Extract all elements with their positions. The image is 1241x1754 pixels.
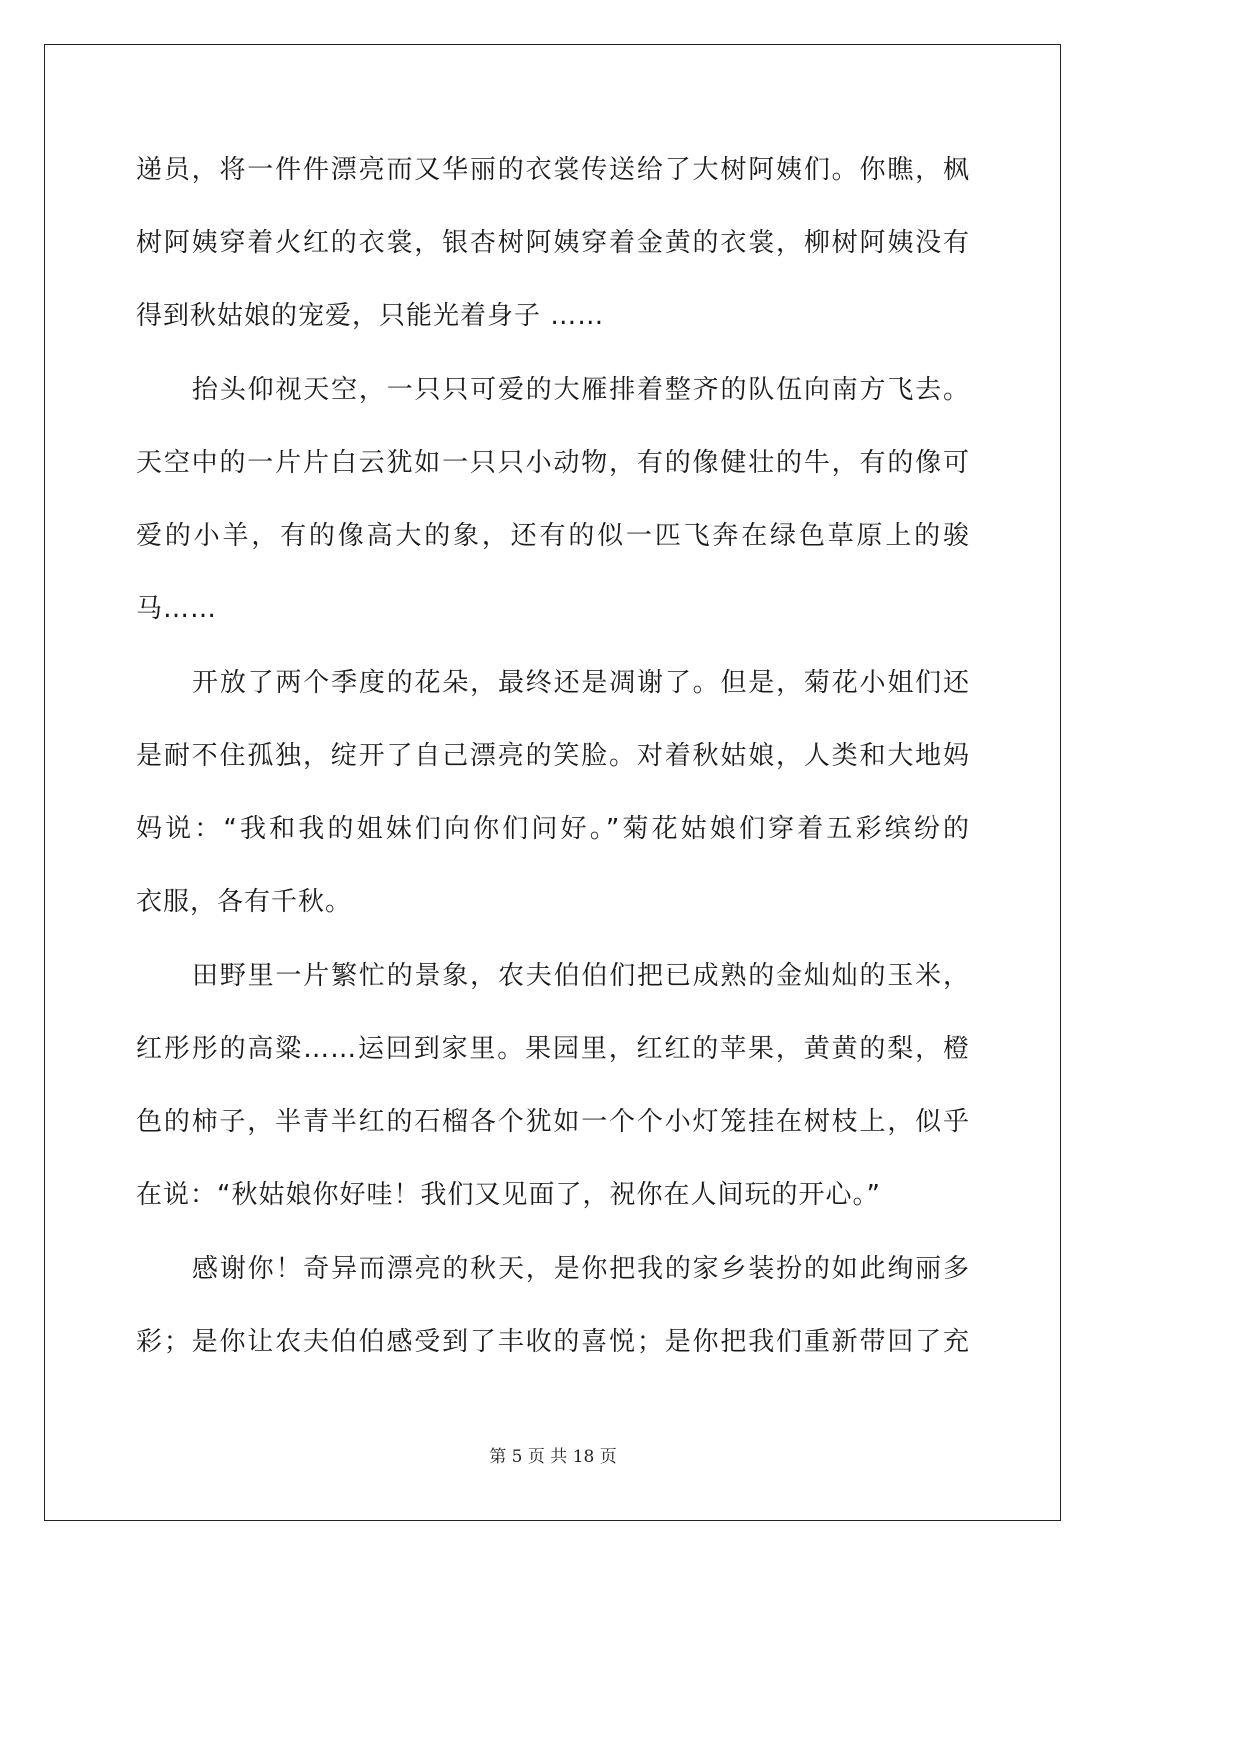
page-number-footer: 第 5 页 共 18 页 — [489, 1447, 617, 1467]
text-line: 彩；是你让农夫伯伯感受到了丰收的喜悦；是你把我们重新带回了充 — [136, 1327, 970, 1357]
text-line: 抬头仰视天空，一只只可爱的大雁排着整齐的队伍向南方飞去。 — [192, 375, 970, 405]
text-line: 色的柿子，半青半红的石榴各个犹如一个个小灯笼挂在树枝上，似乎 — [136, 1107, 970, 1137]
text-line: 是耐不住孤独，绽开了自己漂亮的笑脸。对着秋姑娘，人类和大地妈 — [136, 741, 970, 771]
text-line: 递员，将一件件漂亮而又华丽的衣裳传送给了大树阿姨们。你瞧，枫 — [136, 155, 970, 185]
text-line: 马…… — [136, 594, 218, 624]
page-border — [44, 44, 1061, 1521]
text-line: 开放了两个季度的花朵，最终还是凋谢了。但是，菊花小姐们还 — [192, 668, 970, 698]
text-line: 在说：“秋姑娘你好哇！我们又见面了，祝你在人间玩的开心。” — [136, 1180, 881, 1210]
text-line: 得到秋姑娘的宠爱，只能光着身子 …… — [136, 301, 605, 331]
text-line: 爱的小羊，有的像高大的象，还有的似一匹飞奔在绿色草原上的骏 — [136, 521, 970, 551]
text-line: 田野里一片繁忙的景象，农夫伯伯们把已成熟的金灿灿的玉米， — [192, 961, 970, 991]
text-line: 天空中的一片片白云犹如一只只小动物，有的像健壮的牛，有的像可 — [136, 448, 970, 478]
text-line: 妈说：“我和我的姐妹们向你们问好。”菊花姑娘们穿着五彩缤纷的 — [136, 814, 970, 844]
text-line: 感谢你！奇异而漂亮的秋天，是你把我的家乡装扮的如此绚丽多 — [192, 1254, 970, 1284]
text-line: 树阿姨穿着火红的衣裳，银杏树阿姨穿着金黄的衣裳，柳树阿姨没有 — [136, 228, 970, 258]
text-line: 红彤彤的高粱……运回到家里。果园里，红红的苹果，黄黄的梨，橙 — [136, 1034, 970, 1064]
text-line: 衣服，各有千秋。 — [136, 887, 353, 917]
